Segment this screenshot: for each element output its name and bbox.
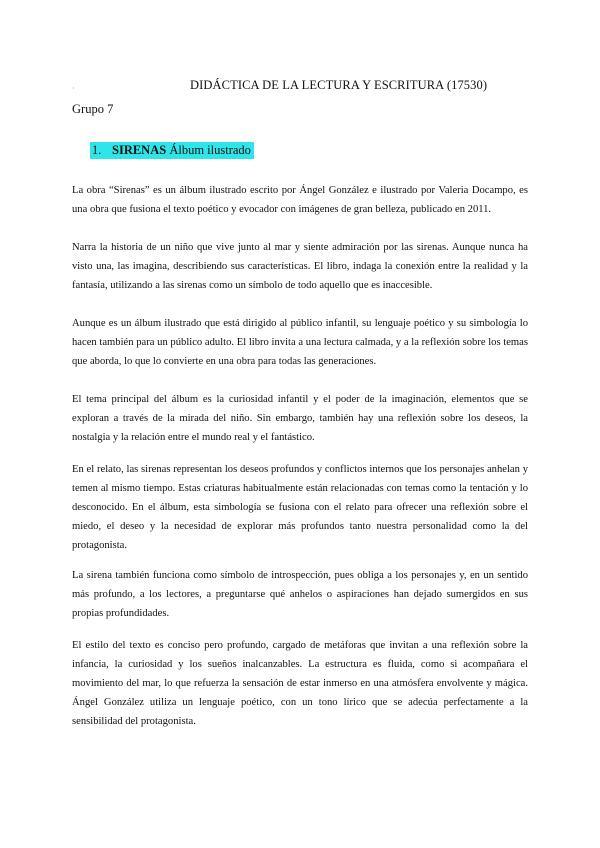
group-label: Grupo 7 bbox=[72, 102, 114, 116]
paragraph: La obra “Sirenas” es un álbum ilustrado escrito por Ángel González e ilustrado por Valeria Docampo, es una obra que fusiona el texto poético y evocador con imágenes de gran belleza, publicado en 2011. bbox=[72, 185, 528, 215]
paragraph: El tema principal del álbum es la curiosidad infantil y el poder de la imaginación, elementos que se exploran a través de la mirada del niño. Sin embargo, también hay una reflexión sobre los deseos, la nostalgia y la relación entre el mundo real y el fantástico. bbox=[72, 394, 528, 443]
paragraph: El estilo del texto es conciso pero profundo, cargado de metáforas que invitan a una reflexión sobre la infancia, la curiosidad y los sueños inalcanzables. La estructura es fluida, como si acompañara el movimiento del mar, lo que refuerza la sensación de estar inmerso en una atmósfera envolvente y mágica. Ángel González utiliza un lenguaje poético, con un tono lírico que se adecúa perfectamente a la sensibilidad del protagonista. bbox=[72, 640, 528, 727]
course-title: DIDÁCTICA DE LA LECTURA Y ESCRITURA (17530) bbox=[190, 78, 488, 92]
section-title-bold: SIRENAS bbox=[112, 143, 167, 157]
section-heading bbox=[90, 142, 254, 159]
paragraph: Narra la historia de un niño que vive junto al mar y siente admiración por las sirenas. Aunque nunca ha visto una, las imagina, describiendo sus características. El libro, indaga la conexión entre la realidad y la fantasía, utilizando a las sirenas como un símbolo de todo aquello que es inaccesible. bbox=[72, 242, 528, 291]
section-title-rest: Álbum ilustrado bbox=[169, 143, 251, 157]
paragraph: La sirena también funciona como símbolo de introspección, pues obliga a los personajes y, en un sentido más profundo, a los lectores, a preguntarse qué anhelos o aspiraciones han dejado sumergidos en sus propias profundidades. bbox=[72, 570, 528, 619]
header-mark: · bbox=[72, 84, 75, 93]
paragraph: Aunque es un álbum ilustrado que está dirigido al público infantil, su lenguaje poético y su simbología lo hacen también para un público adulto. El libro invita a una lectura calmada, y a la reflexión sobre los temas que aborda, lo que lo convierte en una obra para todas las generaciones. bbox=[72, 318, 528, 367]
paragraph: En el relato, las sirenas representan los deseos profundos y conflictos internos que los personajes anhelan y temen al mismo tiempo. Estas criaturas habitualmente están relacionadas con temas como la tentación y lo desconocido. En el álbum, esta simbología se fusiona con el relato para ofrecer una reflexión sobre el miedo, el deseo y la necesidad de explorar más profundos tanto nuestra personalidad como la del protagonista. bbox=[72, 464, 528, 551]
section-number: 1. bbox=[92, 143, 102, 157]
